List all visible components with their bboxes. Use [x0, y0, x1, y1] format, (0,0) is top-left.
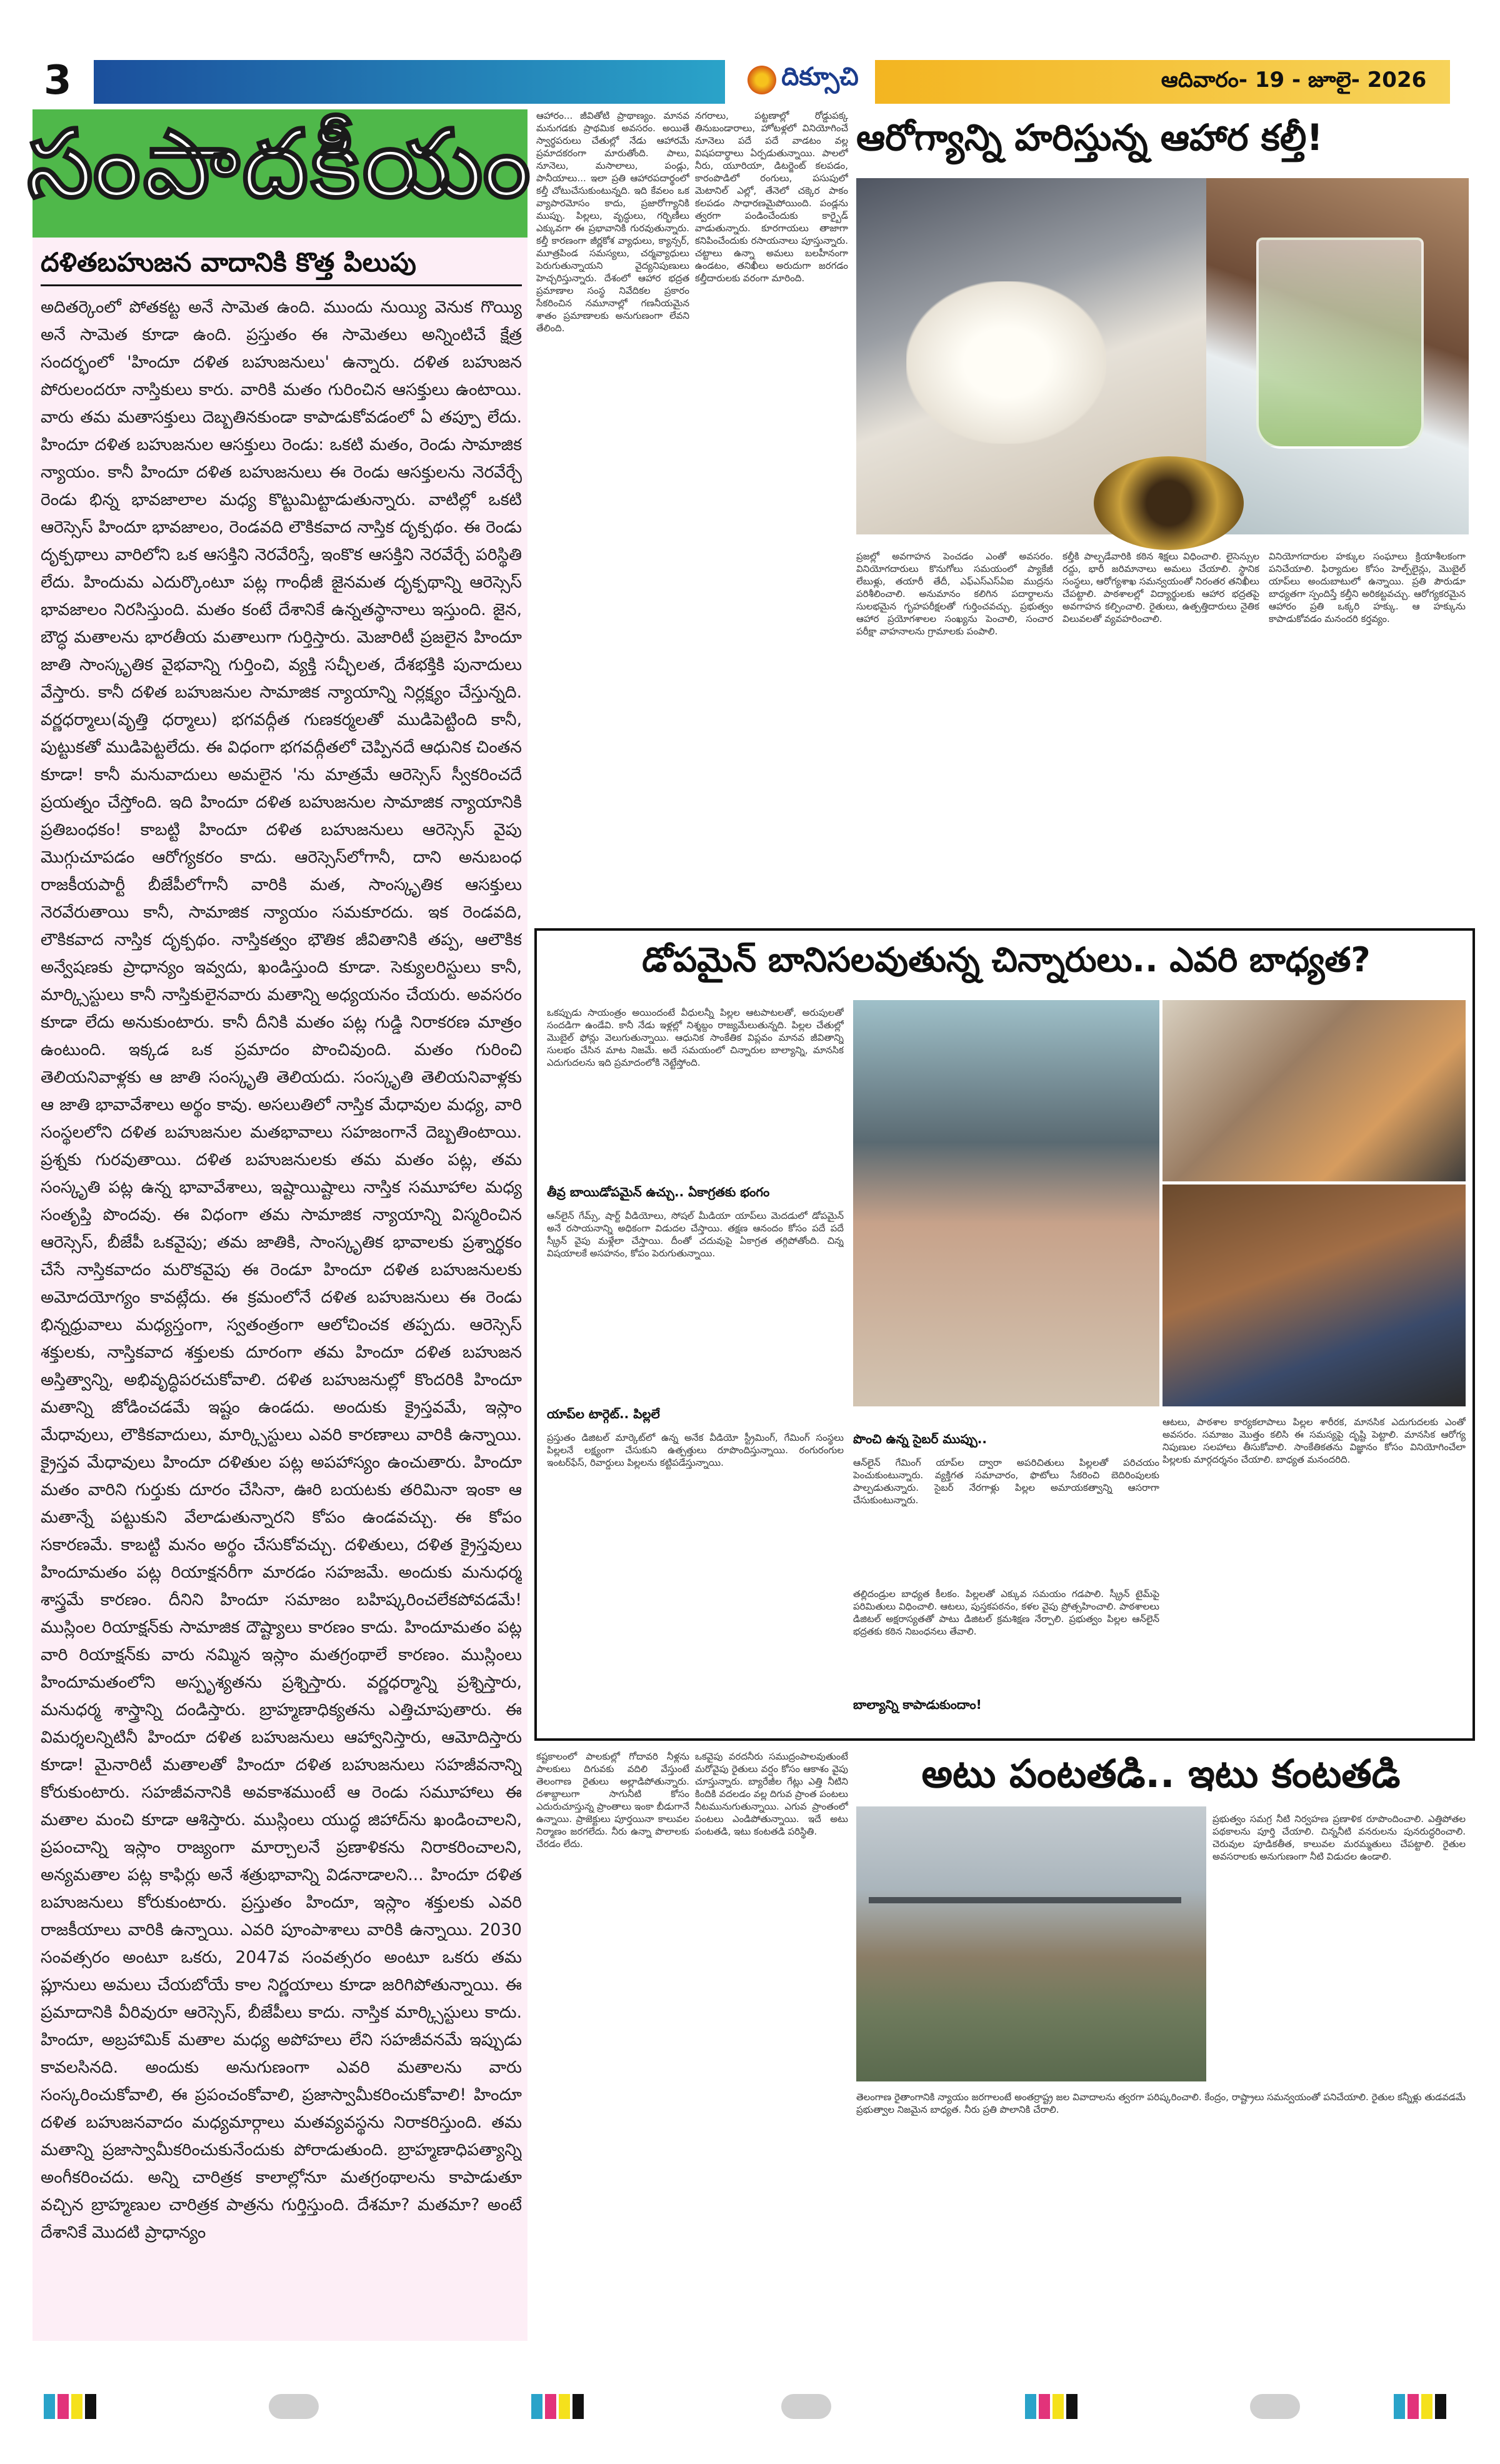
registration-bar	[1025, 2394, 1036, 2419]
dopamine-sub-heading-2: పొంచి ఉన్న సైబర్ ముప్పు..	[853, 1431, 988, 1446]
dam-article-col2: ఒకవైపు వరదనీరు సముద్రంపాలవుతుంటే మరోవైపు రైతులు వర్షం కోసం ఆకాశం వైపు చూస్తున్నారు. బ్యారేజీల గేట్లు ఎత్తి నీటిని కిందికి వదలడం వల్ల దిగువ ప్రాంత పంటలు నీటమునుగుతున్నాయి. ఎగువ ప్రాంతంలో పంటలు ఎండిపోతున్నాయి. ఇదే అటు పంటతడి, ఇటు కంటతడి పరిస్థితి.	[695, 1751, 848, 1837]
dam-article-headline: అటు పంటతడి.. ఇటు కంటతడి	[921, 1751, 1401, 1796]
registration-bar	[531, 2394, 542, 2419]
registration-bar	[559, 2394, 570, 2419]
registration-bar	[58, 2394, 69, 2419]
registration-oval	[1250, 2394, 1300, 2419]
compass-logo-icon	[748, 66, 776, 94]
dopamine-closing: బాల్యాన్ని కాపాడుకుందాం!	[853, 1697, 982, 1712]
food-article-sub-col3: వినియోగదారుల హక్కుల సంఘాలు క్రియాశీలకంగా పనిచేయాలి. ఫిర్యాదుల కోసం హెల్ప్‌లైన్లు, మొబైల్ యాప్‌లు అందుబాటులో ఉన్నాయి. ప్రతి పౌరుడూ బాధ్యతగా స్పందిస్తే కల్తీని అరికట్టవచ్చు. ఆరోగ్యకరమైన ఆహారం ప్రతి ఒక్కరి హక్కు. ఆ హక్కును కాపాడుకోవడం మనందరి కర్తవ్యం.	[1269, 551, 1466, 624]
page-number: 3	[44, 58, 72, 104]
dopamine-para-5: ఆటలు, పాఠశాల కార్యకలాపాలు పిల్లల శారీరక, మానసిక ఎదుగుదలకు ఎంతో అవసరం. సమాజం మొత్తం కలిసి ఈ సమస్యపై దృష్టి పెట్టాలి. మానసిక ఆరోగ్య నిపుణుల సలహాలు తీసుకోవాలి. సాంకేతికతను విజ్ఞానం కోసం వినియోగించేలా పిల్లలకు మార్గదర్శనం చేయాలి. బాధ్యత మనందరిది.	[1162, 1416, 1466, 1465]
food-article-sub-col1: ప్రజల్లో అవగాహన పెంచడం ఎంతో అవసరం. వినియోగదారులు కొనుగోలు సమయంలో ప్యాకేజీ లేబుళ్లు, తయారీ తేదీ, ఎఫ్ఎస్ఎస్ఏఐ ముద్రను పరిశీలించాలి. అనుమానం కలిగిన పదార్థాలను సులభమైన గృహపరీక్షలతో గుర్తించవచ్చు. ప్రభుత్వం ఆహార ప్రయోగశాలల సంఖ్యను పెంచాలి, సంచార పరీక్షా వాహనాలను గ్రామాలకు పంపాలి.	[856, 551, 1053, 637]
river-barrage-photo	[856, 1806, 1206, 2081]
registration-oval	[269, 2394, 319, 2419]
dopamine-para-4: తల్లిదండ్రుల బాధ్యత కీలకం. పిల్లలతో ఎక్కువ సమయం గడపాలి. స్క్రీన్ టైమ్‌పై పరిమితులు విధించాలి. ఆటలు, పుస్తకపఠనం, కళల వైపు ప్రోత్సహించాలి. పాఠశాలలు డిజిటల్ అక్షరాస్యతతో పాటు డిజిటల్ క్రమశిక్షణ నేర్పాలి. ప్రభుత్వం పిల్లల ఆన్‌లైన్ భద్రతకు కఠిన నిబంధనలు తేవాలి.	[853, 1588, 1159, 1637]
masthead	[731, 49, 875, 111]
dopamine-sub-heading-1: తీవ్ర బాయిడోపమైన్ ఉచ్చు.. ఏకాగ్రతకు భంగం	[547, 1184, 770, 1199]
registration-bar	[1066, 2394, 1078, 2419]
registration-bar	[71, 2394, 82, 2419]
registration-bar	[85, 2394, 96, 2419]
registration-oval	[781, 2394, 831, 2419]
dam-article-col3: ప్రభుత్వం సమగ్ర నీటి నిర్వహణ ప్రణాళిక రూపొందించాలి. ఎత్తిపోతల పథకాలను పూర్తి చేయాలి. చిన్ననీటి వనరులను పునరుద్ధరించాలి. చెరువుల పూడికతీత, కాలువల మరమ్మతులు చేపట్టాలి. రైతుల అవసరాలకు అనుగుణంగా నీటి విడుదల ఉండాలి.	[1212, 1813, 1466, 1862]
dopamine-para-3: ప్రస్తుతం డిజిటల్ మార్కెట్‌లో ఉన్న అనేక వీడియో స్ట్రీమింగ్, గేమింగ్ సంస్థలు పిల్లలనే లక్ష్యంగా చేసుకుని ఉత్పత్తులు రూపొందిస్తున్నాయి. రంగురంగుల ఇంటర్‌ఫేస్, రివార్డులు పిల్లలను కట్టిపడేస్తున్నాయి.	[547, 1432, 844, 1468]
header-bar-left	[94, 60, 725, 104]
food-article-headline: ఆరోగ్యాన్ని హరిస్తున్న ఆహార కల్తీ!	[856, 116, 1323, 159]
spice-bowl-photo	[1094, 456, 1244, 550]
registration-bar	[1039, 2394, 1050, 2419]
registration-bar	[1421, 2394, 1432, 2419]
food-article-sub-col2: కల్తీకి పాల్పడేవారికి కఠిన శిక్షలు విధించాలి. లైసెన్సుల రద్దు, భారీ జరిమానాలు అమలు చేయాలి. స్థానిక సంస్థలు, ఆరోగ్యశాఖ సమన్వయంతో నిరంతర తనిఖీలు చేపట్టాలి. పాఠశాలల్లో విద్యార్థులకు ఆహార భద్రతపై అవగాహన కల్పించాలి. రైతులు, ఉత్పత్తిదారులు నైతిక విలువలతో వ్యవహరించాలి.	[1062, 551, 1259, 624]
children-gaming-photo	[1162, 1184, 1466, 1406]
dopamine-intro: ఒకప్పుడు సాయంత్రం అయిందంటే వీధులన్నీ పిల్లల ఆటపాటలతో, అరుపులతో సందడిగా ఉండేవి. కానీ నేడు ఇళ్లల్లో నిశ్శబ్దం రాజ్యమేలుతున్నది. పిల్లల చేతుల్లో మొబైల్ ఫోన్లు వెలుగుతున్నాయి. ఆధునిక సాంకేతిక విప్లవం మానవ జీవితాన్ని సులభం చేసిన మాట నిజమే. అదే సమయంలో చిన్నారుల బాల్యాన్ని, మానసిక ఎదుగుదలను ఇది ప్రమాదంలోకి నెట్టేస్తోంది.	[547, 1007, 844, 1068]
registration-bar	[1408, 2394, 1419, 2419]
dopamine-sub-heading-3: యాప్‌ల టార్గెట్.. పిల్లలే	[547, 1406, 660, 1421]
editorial-banner-title: సంపాదకీయం	[27, 108, 533, 219]
registration-bar	[1052, 2394, 1064, 2419]
barrage-illustration	[869, 1897, 1181, 1903]
editorial-headline: దళితబహుజన వాదానికి కొత్త పిలుపు	[41, 247, 522, 286]
editorial-body: అదితర్కెంలో పోతకట్ట అనే సామెత ఉంది. ముందు నుయ్యి వెనుక గొయ్యి అనే సామెత కూడా ఉంది. ప్రస్తుతం ఈ సామెతలు అన్నింటిచే క్షేత్ర సందర్భంలో 'హిందూ దళిత బహుజనులు' ఉన్నారు. దళిత బహుజన పోరులందరూ నాస్తికులు కారు. వారికి మతం గురించిన ఆసక్తులు ఉంటాయి. వారు తమ మతాసక్తులు దెబ్బతినకుండా కాపాడుకోవడంలో ఏ తప్పూ లేదు. హిందూ దళిత బహుజనుల ఆసక్తులు రెండు: ఒకటి మతం, రెండు సామాజిక న్యాయం. కానీ హిందూ దళిత బహుజనులు ఈ రెండు ఆసక్తులను నెరవేర్చే రెండు భిన్న భావజాలాల మధ్య కొట్టుమిట్టాడుతున్నారు. వాటిల్లో ఒకటి ఆరెస్సెస్ హిందూ భావజాలం, రెండవది లౌకికవాద నాస్తిక దృక్పథం. ఈ రెండు దృక్పథాలు వారిలోని ఒక ఆసక్తిని నెరవేరిస్తే, ఇంకొక ఆసక్తిని నెరవేర్చే పరిస్థితి లేదు. హిందుమ ఎదుర్కొంటూ పట్ల గాంధీజీ జైనమత దృక్పథాన్ని ఆరెస్సెస్ భావజాలం నిరసిస్తుంది. మతం కంటే దేశానికే ఉన్నతస్థానాలు ఇస్తుంది. జైన, బౌద్ధ మతాలను భారతీయ మతాలుగా గుర్తిస్తారు. మెజారిటీ ప్రజలైన హిందూ జాతి సాంస్కృతిక వైభవాన్ని గుర్తించి, వ్యక్తి సచ్ఛీలత, దేశభక్తికి పునాదులు వేస్తారు. కానీ దళిత బహుజనుల సామాజిక న్యాయాన్ని నిర్లక్ష్యం చేస్తున్నది. వర్ణధర్మాలు(వృత్తి ధర్మాలు) భగవద్గీత గుణకర్మలతో ముడిపెట్టింది కానీ, పుట్టుకతో ముడిపెట్టలేదు. ఈ విధంగా భగవద్గీతలో చెప్పినదే ఆధునిక చింతన కూడా! కానీ మనువాదులు అమలైన 'ను మాత్రమే ఆరెస్సెస్ స్వీకరించదే ప్రయత్నం చేస్తోంది. ఇది హిందూ దళిత బహుజనుల సామాజిక న్యాయానికి ప్రతిబంధకం! కాబట్టి హిందూ దళిత బహుజనులు ఆరెస్సెస్ వైపు మొగ్గుచూపడం ఆరోగ్యకరం కాదు. ఆరెస్సెస్‌లోగానీ, దాని అనుబంధ రాజకీయపార్టీ బీజేపీలోగానీ వారికి మత, సాంస్కృతిక ఆసక్తులు నెరవేరుతాయి కానీ, సామాజిక న్యాయం సమకూరదు. ఇక రెండవది, లౌకికవాద నాస్తిక దృక్పథం. నాస్తికత్వం భౌతిక జీవితానికి తప్ప, ఆలౌకిక అన్వేషణకు ప్రాధాన్యం ఇవ్వదు, ఖండిస్తుంది కూడా. సెక్యులరిస్టులు కానీ, మార్క్సిస్టులు కానీ నాస్తికులైనవారు మతాన్ని అధ్యయనం చేయరు. అవసరం కూడా లేదు అనుకుంటారు. కానీ దీనికి మతం పట్ల గుడ్డి నిరాకరణ మాత్రం ఉంటుంది. ఇక్కడ ఒక ప్రమాదం పొంచివుంది. మతం గురించి తెలియనివాళ్లకు ఆ జాతి సంస్కృతి తెలియదు. సంస్కృతి తెలియనివాళ్లకు ఆ జాతి భావావేశాలు అర్థం కావు. అసలుతిలో నాస్తిక మేధావుల మధ్య, వారి సంస్థలలోని దళిత బహుజనుల మతభావాలు సహజంగానే దెబ్బతింటాయి. ప్రశ్నకు గురవుతాయి. దళిత బహుజనులకు తమ మతం పట్ల, తమ సంస్కృతి పట్ల ఉన్న భావావేశాలు, ఇష్టాయిష్టాలు నాస్తిక సమూహాల మధ్య సంతృప్తి పొందవు. ఈ విధంగా తమ సామాజిక న్యాయాన్ని విస్మరించిన ఆరెస్సెస్, బీజేపీ ఒకవైపు; తమ జాతికి, సాంస్కృతిక భావాలకు ప్రశ్నార్థకం చేసే నాస్తికవాదం మరొకవైపు ఈ రెండూ హిందూ దళిత బహుజనులకు అమోదయోగ్యం కావట్లేదు. ఈ క్రమంలోనే దళిత బహుజనులు ఈ రెండు భిన్నధ్రువాలు మధ్యస్తంగా, స్వతంత్రంగా ఆలోచించక తప్పదు. ఆరెస్సెస్ శక్తులకు, నాస్తికవాద శక్తులకు దూరంగా తమ హిందూ దళిత బహుజన అస్తిత్వాన్ని, అభివృద్ధిపరచుకోవాలి. దళిత బహుజనుల్లో కొందరికి హిందూ మతాన్ని జోడించడమే ఇష్టం ఉండదు. అందుకు క్రైస్తవమే, ఇస్లాం మేధావులు, లౌకికవాదులు, మార్క్సిస్టులు ఎవరి కారణాలు వారికి ఉన్నాయి. క్రైస్తవ మేధావులు హిందూ దళితుల పట్ల అపహాస్యం ఉంచుతారు. హిందూ మతం వారిని గుర్తుకు దూరం చేసినా, ఊరి బయటకు తరిమినా ఇంకా ఆ మతాన్నే పట్టుకుని వేలాడుతున్నారని కోపం ఉండవచ్చు. ఈ కోపం సకారణమే. కాబట్టి మనం అర్థం చేసుకోవచ్చు. దళితులు, దళిత క్రైస్తవులు హిందూమతం పట్ల రియాక్షనరీగా మారడం సహజమే. అందుకు మనుధర్మ శాస్త్రమే కారణం. దీనిని హిందూ సమాజం బహిష్కరించలేకపోవడమే! ముస్లింల రియాక్షన్‌కు సామాజిక దౌష్ట్యాలు కారణం కాదు. హిందూమతం పట్ల వారి రియాక్షన్‌కు వారు నమ్మిన ఇస్లాం మతగ్రంథాలే కారణం. ముస్లింలు హిందూమతంలోని అస్పృశ్యతను ప్రశ్నిస్తారు. వర్ణధర్మాన్ని ప్రశ్నిస్తారు, మనుధర్మ శాస్త్రాన్ని దండిస్తారు. బ్రాహ్మణాధిక్యతను ఎత్తిచూపుతారు. ఈ విమర్శలన్నిటినీ హిందూ దళిత బహుజనులు ఆహ్వానిస్తారు, ఆమోదిస్తారు కూడా! మైనారిటీ మతాలతో హిందూ దళిత బహుజనులు సహజీవనాన్ని కోరుకుంటారు. సహజీవనానికి అవకాశముంటే ఆ రెండు సమూహాలు ఈ మతాల మంచి కూడా ఆశిస్తారు. ముస్లింలు యుద్ధ జిహాద్‌ను ఖండించాలని, ప్రపంచాన్ని ఇస్లాం రాజ్యంగా మార్చాలనే ప్రణాళికను నిరాకరించాలని, అన్యమతాల పట్ల కాఫిర్లు అనే శత్రుభావాన్ని విడనాడాలని... హిందూ దళిత బహుజనులు కోరుకుంటారు. ప్రస్తుతం హిందూ, ఇస్లాం శక్తులకు ఎవరి రాజకీయాలు వారికి ఉన్నాయి. ఎవరి పూంపాశాలు వారికి ఉన్నాయి. 2030 సంవత్సరం అంటూ ఒకరు, 2047వ సంవత్సరం అంటూ ఒకరు తమ ప్లూనులు అమలు చేయబోయే కాల నిర్ణయాలు కూడా జరిగిపోతున్నాయి. ఈ ప్రమాదానికి వీరివురూ ఆరెస్సెస్, బీజేపీలు కాదు. నాస్తిక మార్క్సిస్టులు కాదు. హిందూ, అబ్రహామిక్ మతాల మధ్య అపోహలు లేని సహజీవనమే ఇప్పుడు కావలసినది. అందుకు అనుగుణంగా ఎవరి మతాలను వారు సంస్కరించుకోవాలి, ఈ ప్రపంచంకోవాలి, ప్రజాస్వామీకరించుకోవాలి! హిందూ దళిత బహుజనవాదం మధ్యమార్గాలు మతవ్యవస్థను నిరాకరిస్తుంది. తమ మతాన్ని ప్రజాస్వామీకరించుకునేందుకు పోరాడుతుంది. బ్రాహ్మణాధిపత్యాన్ని అంగీకరించదు. అన్ని చారిత్రక కాలాల్లోనూ మతగ్రంథాలను కాపాడుతూ వచ్చిన బ్రాహ్మణుల చారిత్రక పాత్రను గుర్తిస్తుంది. దేశమా? మతమా? అంటే దేశానికే మొదటి ప్రాధాన్యం	[41, 298, 522, 2242]
food-article-col2: నగరాలు, పట్టణాల్లో రోడ్డుపక్క తినుబండారాలు, హోటళ్లలో వినియోగించే నూనెలు పదే పదే వాడటం వల్ల విషపదార్థాలు ఏర్పడుతున్నాయి. పాలలో నీరు, యూరియా, డిటర్జెంట్ కలపడం, కారంపొడిలో రంగులు, పసుపులో మెటానిల్ ఎల్లో, తేనెలో చక్కెర పాకం కలపడం సాధారణమైపోయింది. పండ్లను త్వరగా పండించేందుకు కార్బైడ్ వాడుతున్నారు. కూరగాయలు తాజాగా కనిపించేందుకు రసాయనాలు పూస్తున్నారు. చట్టాలు ఉన్నా అమలు బలహీనంగా ఉండటం, తనిఖీలు అరుదుగా జరగడం కల్తీదారులకు వరంగా మారింది.	[695, 110, 848, 284]
issue-date: ఆదివారం- 19 - జూలై- 2026	[1161, 68, 1427, 93]
dopamine-para-2: ఆన్‌లైన్ గేమింగ్ యాప్‌ల ద్వారా అపరిచితులు పిల్లలతో పరిచయం పెంచుకుంటున్నారు. వ్యక్తిగత సమాచారం, ఫొటోలు సేకరించి బెదిరింపులకు పాల్పడుతున్నారు. సైబర్ నేరగాళ్లు పిల్లల అమాయకత్వాన్ని ఆసరాగా చేసుకుంటున్నారు.	[853, 1457, 1159, 1506]
dam-article-col1: కష్టకాలంలో పాలకుల్లో గోదావరి నీళ్లను పాలకులు దిగువకు వదిలి వేస్తుంటే తెలంగాణ రైతులు అల్లాడిపోతున్నారు. దశాబ్దాలుగా సాగునీటి కోసం ఎదురుచూస్తున్న ప్రాంతాలు ఇంకా బీడుగానే ఉన్నాయి. ప్రాజెక్టులు పూర్తయినా కాలువల నిర్మాణం జరగలేదు. నీరు ఉన్నా పొలాలకు చేరడం లేదు.	[536, 1751, 689, 1850]
registration-bar	[572, 2394, 584, 2419]
registration-bar	[44, 2394, 55, 2419]
registration-bar	[545, 2394, 556, 2419]
glass-illustration	[1256, 238, 1424, 449]
powder-illustration	[906, 281, 1106, 444]
registration-bar	[1394, 2394, 1405, 2419]
registration-bar	[1435, 2394, 1446, 2419]
food-article-col1: ఆహారం... జీవితోటి ప్రాథాణ్యం. మానవ మనుగడకు ప్రాథమిక అవసరం. అయితే స్వార్థపరులు చేతుల్లో నేడు ఆహారమే ప్రమాదకరంగా మారుతోంది. పాలు, నూనెలు, మసాలాలు, పండ్లు, పానీయాలు... ఇలా ప్రతి ఆహారపదార్థంలో కల్తీ చోటుచేసుకుంటున్నది. ఇది కేవలం ఒక వ్యాపారమోసం కాదు, ప్రజారోగ్యానికి ముప్పు. పిల్లలు, వృద్ధులు, గర్భిణీలు ఎక్కువగా ఈ ప్రభావానికి గురవుతున్నారు. కల్తీ కారణంగా జీర్ణకోశ వ్యాధులు, క్యాన్సర్, మూత్రపిండ సమస్యలు, చర్మవ్యాధులు పెరుగుతున్నాయని వైద్యనిపుణులు హెచ్చరిస్తున్నారు. దేశంలో ఆహార భద్రత ప్రమాణాల సంస్థ నివేదికల ప్రకారం సేకరించిన నమూనాల్లో గణనీయమైన శాతం ప్రమాణాలకు అనుగుణంగా లేవని తేలింది.	[536, 110, 689, 334]
masthead-name: దిక్సూచి	[781, 63, 859, 91]
dam-article-col4: తెలంగాణ రైతాంగానికి న్యాయం జరగాలంటే అంతర్రాష్ట్ర జల వివాదాలను త్వరగా పరిష్కరించాలి. కేంద్రం, రాష్ట్రాలు సమన్వయంతో పనిచేయాలి. రైతుల కన్నీళ్లు తుడవడమే ప్రభుత్వాల నిజమైన బాధ్యత. నీరు ప్రతి పొలానికి చేరాలి.	[856, 2091, 1466, 2115]
boy-with-phone-photo	[1162, 1000, 1466, 1181]
girl-with-phone-photo	[853, 1000, 1159, 1406]
dopamine-para-1: ఆన్‌లైన్ గేమ్స్, షార్ట్ వీడియోలు, సోషల్ మీడియా యాప్‌లు మెదడులో డోపమైన్ అనే రసాయనాన్ని అధికంగా విడుదల చేస్తాయి. తక్షణ ఆనందం కోసం పదే పదే స్క్రీన్ వైపు మళ్లేలా చేస్తాయి. దీంతో చదువుపై ఏకాగ్రత తగ్గిపోతోంది. చిన్న విషయాలకే అసహనం, కోపం పెరుగుతున్నాయి.	[547, 1210, 844, 1259]
dopamine-article-headline: డోపమైన్ బానిసలవుతున్న చిన్నారులు.. ఎవరి బాధ్యత?	[642, 940, 1371, 979]
